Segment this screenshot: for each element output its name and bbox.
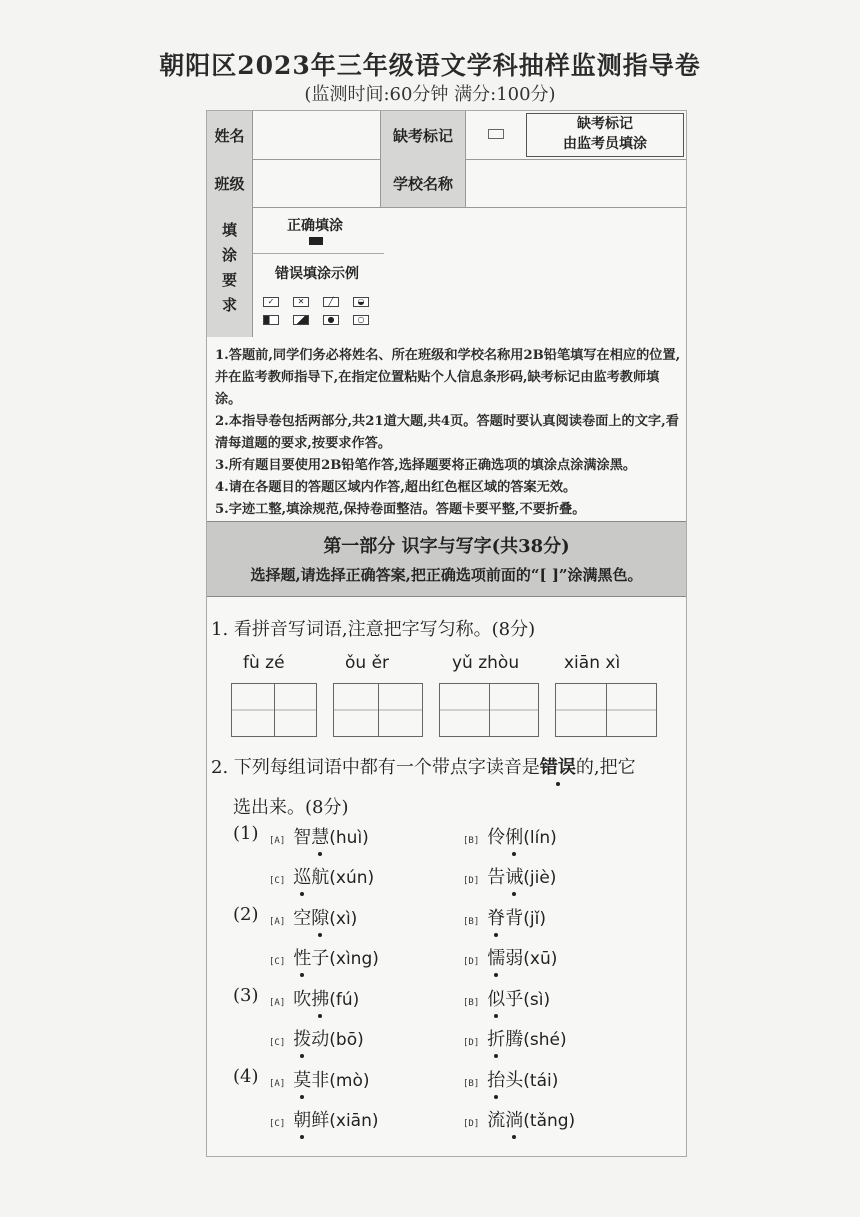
correct-fill-sample [309,237,323,245]
word-char: 背 [505,908,524,929]
word-char: 流 [487,1110,506,1131]
circle-fill-icon: ○ [353,315,369,325]
word-char: 拂 [311,989,330,1010]
option-d[interactable] [463,1106,575,1132]
pinyin-3: yǔ zhòu [452,653,520,673]
writing-grid-4[interactable] [555,683,657,737]
word-char: 拨 [293,1029,312,1050]
cross-mark-icon: ✕ [293,297,309,307]
word-char: 弱 [505,948,524,969]
absent-mark-area [466,111,686,159]
word-char: 吹 [293,989,312,1010]
divider [253,253,384,254]
option-bubble[interactable]: [C] [269,1119,286,1129]
option-pinyin: (xìng) [329,949,379,969]
word-char: 莫 [293,1070,312,1091]
option-pinyin: (tái) [523,1071,559,1091]
info-row-name [207,111,686,160]
absent-mark-box[interactable] [488,129,504,139]
word-char: 智 [293,827,312,848]
absent-note [526,113,684,157]
word-char: 腾 [505,1029,524,1050]
fill-requirement-label [207,207,253,337]
option-bubble[interactable]: [D] [463,1119,480,1129]
slash-mark-icon: ╱ [323,297,339,307]
option-d[interactable] [463,944,557,970]
option-bubble[interactable]: [C] [269,957,286,967]
option-bubble[interactable]: [C] [269,876,286,886]
option-pinyin: (bō) [329,1030,364,1050]
writing-grid-3[interactable] [439,683,539,737]
class-label: 班级 [207,159,253,207]
fill-requirement-row [207,207,686,337]
pinyin-2: ǒu ěr [345,653,390,673]
option-bubble[interactable]: [B] [463,1079,480,1089]
option-pinyin: (shé) [523,1030,567,1050]
option-bubble[interactable]: [B] [463,998,480,1008]
word-char: 告 [487,867,506,888]
word-char: 似 [487,989,506,1010]
answer-sheet [206,110,687,1157]
dot-fill-icon: ● [323,315,339,325]
part1-instruction: 选择题,请选择正确答案,把正确选项前面的“[ ]”涂满黑色。 [250,566,643,584]
question-2-text: 2. 下列每组词语中都有一个带点字读音是 [211,757,540,778]
school-field[interactable] [466,159,686,207]
wrong-fill-label: 错误填涂示例 [275,266,359,282]
word-char: 隙 [311,908,330,929]
pinyin-1: fù zé [243,653,285,673]
option-a[interactable] [269,1066,370,1092]
absent-label: 缺考标记 [381,111,466,159]
class-field[interactable] [253,159,381,207]
option-c[interactable] [269,1106,379,1132]
word-char: 巡 [293,867,312,888]
diagonal-fill-icon [293,315,309,325]
question-2-line2: 选出来。(8分) [233,797,349,818]
part1-header [207,521,686,597]
option-a[interactable] [269,985,359,1011]
option-pinyin: (tǎng) [523,1111,576,1131]
option-pinyin: (jiè) [523,868,557,888]
word-char: 乎 [505,989,524,1010]
option-b[interactable] [463,985,550,1011]
option-pinyin: (xì) [329,909,358,929]
instruction-item: 4.请在各题目的答题区域内作答,超出红色框区域的答案无效。 [215,480,577,495]
option-pinyin: (huì) [329,828,369,848]
absent-note-line2: 由监考员填涂 [563,136,647,152]
instruction-item: 3.所有题目要使用2B铅笔作答,选择题要将正确选项的填涂点涂满涂黑。 [215,458,637,473]
question-2-text-end: 的,把它 [575,757,636,778]
word-char: 脊 [487,908,506,929]
instruction-item: 1.答题前,同学们务必将姓名、所在班级和学校名称用2B铅笔填写在相应的位置,并在监考教师指导下,在指定位置粘贴个人信息条形码,缺考标记由监考教师填涂。 [215,348,681,407]
word-char: 空 [293,908,312,929]
paper-title: 朝阳区2023年三年级语文学科抽样监测指导卷 [159,51,701,80]
option-pinyin: (jǐ) [523,909,546,929]
writing-grid-1[interactable] [231,683,317,737]
option-bubble[interactable]: [B] [463,917,480,927]
option-b[interactable] [463,823,557,849]
option-a[interactable] [269,904,357,930]
word-char: 鲜 [311,1110,330,1131]
option-bubble[interactable]: [A] [269,917,286,927]
writing-grid-2[interactable] [333,683,423,737]
option-bubble[interactable]: [D] [463,957,480,967]
word-char: 航 [311,867,330,888]
pinyin-4: xiān xì [564,653,621,673]
option-c[interactable] [269,1025,364,1051]
fill-examples [253,207,384,337]
group-number: (4) [233,1066,259,1087]
word-char: 朝 [293,1110,312,1131]
option-bubble[interactable]: [C] [269,1038,286,1048]
fill-requirement-text: 填涂要求 [220,222,238,322]
word-char: 伶 [487,827,506,848]
option-b[interactable] [463,1066,558,1092]
half-fill-icon [263,315,279,325]
word-char: 淌 [505,1110,524,1131]
word-char: 折 [487,1029,506,1050]
option-bubble[interactable]: [D] [463,1038,480,1048]
absent-note-line1: 缺考标记 [577,116,633,132]
option-bubble[interactable]: [B] [463,836,480,846]
word-char: 懦 [487,948,506,969]
exam-instructions [215,345,681,521]
option-pinyin: (mò) [329,1071,370,1091]
part1-title: 第一部分 识字与写字(共38分) [323,536,570,557]
option-pinyin: (sì) [523,990,551,1010]
option-d[interactable] [463,1025,567,1051]
word-char: 性 [293,948,312,969]
word-char: 俐 [505,827,524,848]
option-c[interactable] [269,944,379,970]
group-number: (1) [233,823,259,844]
option-pinyin: (xiān) [329,1111,379,1131]
emphasis-wrong: 错误 [539,757,576,778]
option-pinyin: (fú) [329,990,360,1010]
word-char: 慧 [311,827,330,848]
group-number: (2) [233,904,259,925]
group-number: (3) [233,985,259,1006]
question-1: 1. 看拼音写词语,注意把字写匀称。(8分) [211,619,536,640]
word-char: 抬 [487,1070,506,1091]
option-c[interactable] [269,863,374,889]
word-char: 子 [311,948,330,969]
scribble-mark-icon: ◒ [353,297,369,307]
check-mark-icon: ✓ [263,297,279,307]
correct-fill-label: 正确填涂 [287,218,343,234]
instruction-item: 5.字迹工整,填涂规范,保持卷面整洁。答题卡要平整,不要折叠。 [215,502,586,517]
option-b[interactable] [463,904,546,930]
instruction-item: 2.本指导卷包括两部分,共21道大题,共4页。答题时要认真阅读卷面上的文字,看清每道题的要求,按要求作答。 [215,414,679,451]
option-pinyin: (xún) [329,868,375,888]
option-pinyin: (xū) [523,949,558,969]
school-label: 学校名称 [381,159,466,207]
exam-duration-score: (监测时间:60分钟 满分:100分) [304,84,556,105]
option-bubble[interactable]: [A] [269,836,286,846]
question-2 [211,753,636,779]
option-bubble[interactable]: [A] [269,1079,286,1089]
word-char: 非 [311,1070,330,1091]
option-bubble[interactable]: [A] [269,998,286,1008]
info-row-class [207,159,686,208]
option-d[interactable] [463,863,556,889]
option-a[interactable] [269,823,369,849]
option-pinyin: (lín) [523,828,557,848]
option-bubble[interactable]: [D] [463,876,480,886]
word-char: 头 [505,1070,524,1091]
word-char: 诫 [505,867,524,888]
name-field[interactable] [253,111,381,159]
word-char: 动 [311,1029,330,1050]
name-label: 姓名 [207,111,253,159]
